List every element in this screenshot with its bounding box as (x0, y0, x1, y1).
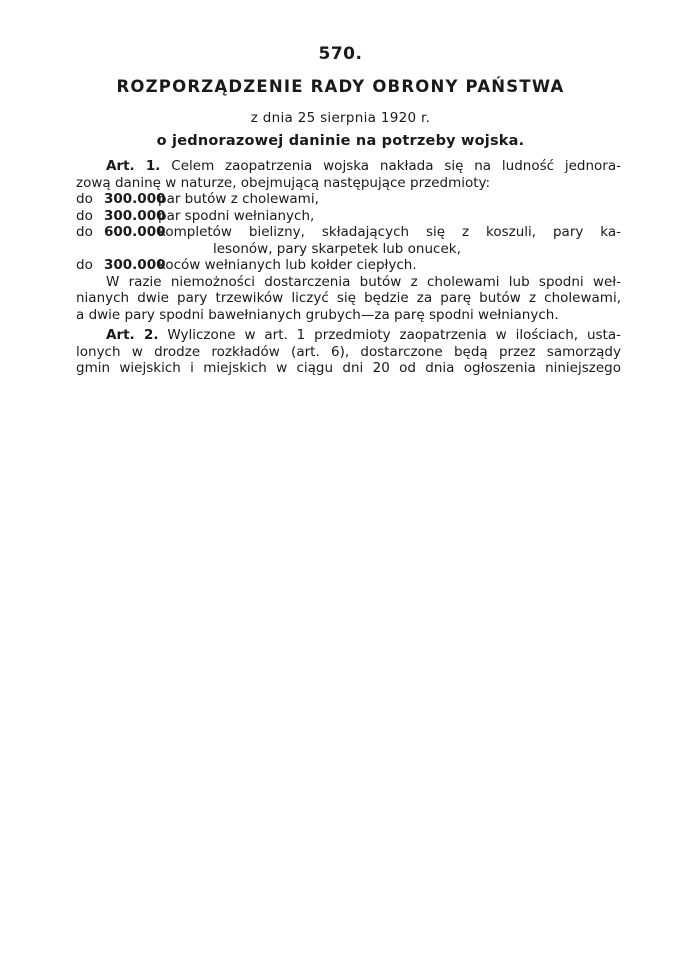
item-quantity: 300.000 (104, 191, 166, 207)
art1-para2-line-2: nianych dwie pary trzewików liczyć się będzie za parę butów z cholewami, (76, 290, 621, 306)
item-prefix: do (76, 257, 93, 273)
item-quantity: 600.000 (104, 224, 166, 240)
item-text: koców wełnianych lub kołder ciepłych. (158, 257, 417, 273)
date-line: z dnia 25 sierpnia 1920 r. (250, 110, 431, 126)
item-prefix: do (76, 207, 93, 224)
item-prefix: do (76, 224, 93, 240)
art2-label: Art. 2. (106, 327, 159, 343)
item-quantity: 300.000 (104, 257, 166, 273)
item-text: par spodni wełnianych, (158, 207, 315, 224)
item-prefix: do (76, 191, 93, 207)
art2-line-3: gmin wiejskich i miejskich w ciągu dni 20 od dnia ogłoszenia niniejszego (76, 360, 621, 376)
item-text: par butów z cholewami, (158, 191, 319, 207)
item-continuation: lesonów, pary skarpetek lub onucek, (213, 240, 461, 257)
document-body (76, 158, 621, 377)
item-text: kompletów bielizny, składających się z koszuli, pary ka- (158, 224, 621, 240)
art1-line-1 (76, 158, 621, 175)
art2-line-2: lonych w drodze rozkładów (art. 6), dostarczone będą przez samorządy (76, 343, 621, 360)
act-number: 570. (318, 44, 363, 64)
list-item (76, 257, 621, 274)
art2-line-1 (76, 327, 621, 344)
list-item (76, 191, 621, 208)
list-item (76, 224, 621, 241)
art1-intro-1: Celem zaopatrzenia wojska nakłada się na ludność jednora- (171, 158, 621, 174)
list-item (76, 208, 621, 225)
item-quantity: 300.000 (104, 207, 166, 224)
art1-para2-line-1: W razie niemożności dostarczenia butów z cholewami lub spodni weł- (106, 273, 621, 290)
art2-text-1: Wyliczone w art. 1 przedmioty zaopatrzenia w ilościach, usta- (167, 327, 621, 343)
document-title: ROZPORZĄDZENIE RADY OBRONY PAŃSTWA (116, 77, 565, 96)
art1-line-2: zową daninę w naturze, obejmującą następujące przedmioty: (76, 174, 491, 191)
art1-label: Art. 1. (106, 158, 161, 174)
document-subject: o jednorazowej daninie na potrzeby wojska. (156, 133, 525, 149)
art1-para2-line-3: a dwie pary spodni bawełnianych grubych—za parę spodni wełnianych. (76, 306, 559, 323)
